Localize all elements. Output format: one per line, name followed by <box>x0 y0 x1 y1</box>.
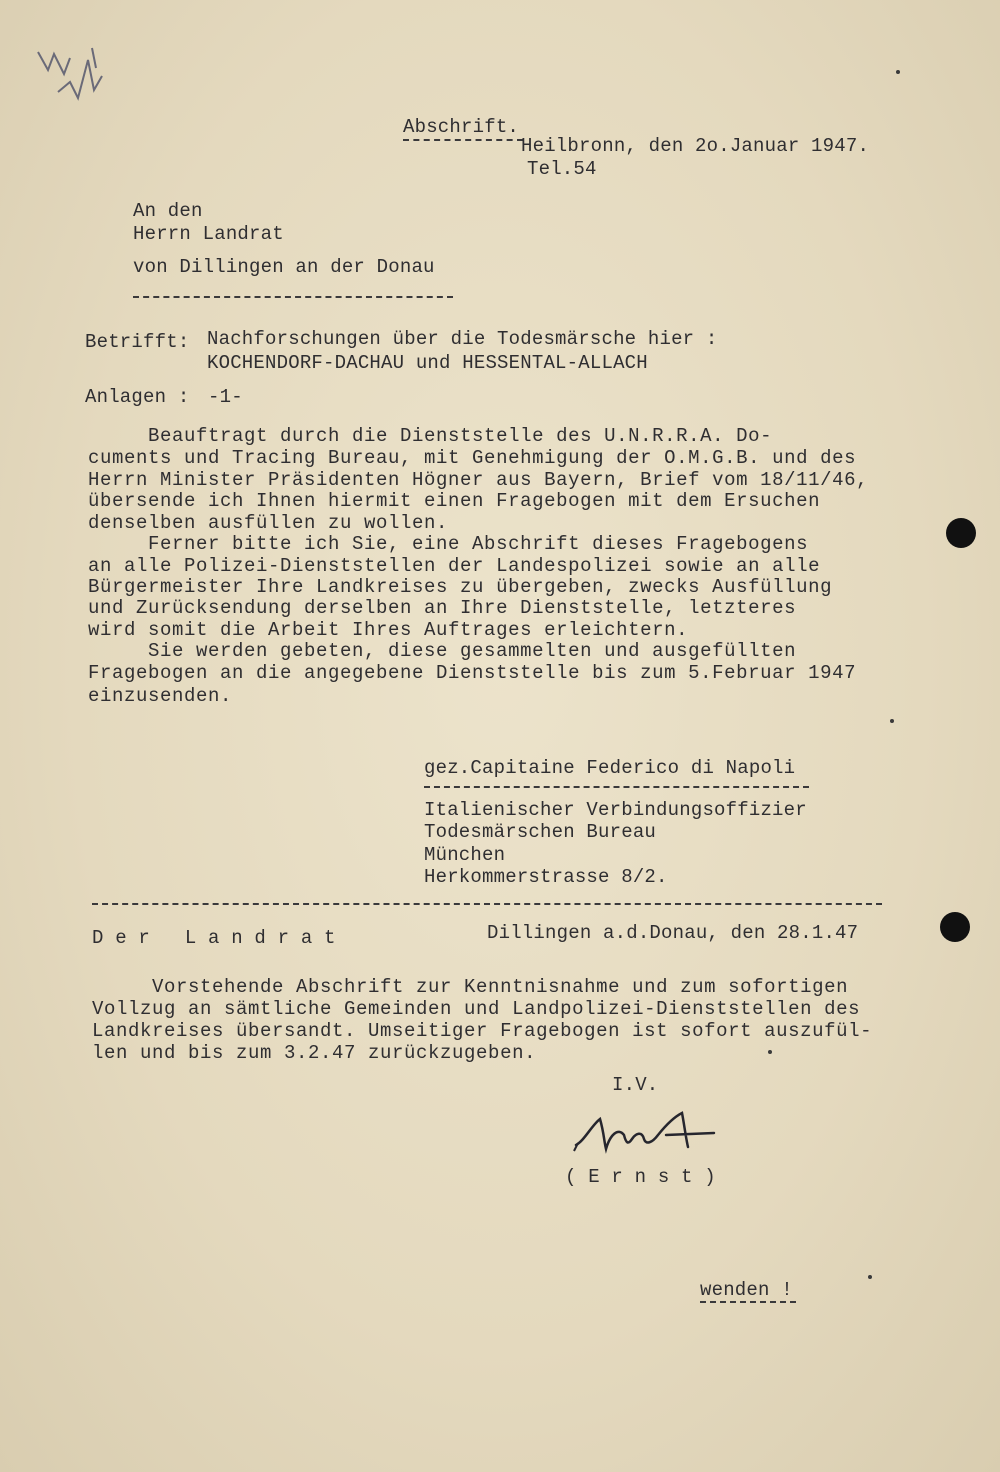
body-line: denselben ausfüllen zu wollen. <box>88 512 449 534</box>
body-line: an alle Polizei-Dienststellen der Landespolizei sowie an alle <box>88 555 821 577</box>
body-line: Herrn Minister Präsidenten Högner aus Bayern, Brief vom 18/11/46, <box>88 469 869 491</box>
section-separator <box>92 903 882 905</box>
recipient-underline <box>133 296 453 298</box>
signatory-name: ( E r n s t ) <box>565 1166 716 1188</box>
body-line: Ferner bitte ich Sie, eine Abschrift dieses Fragebogens <box>88 533 809 555</box>
attachments-value: -1- <box>208 386 243 408</box>
telephone: Tel.54 <box>527 158 597 180</box>
attachments-label: Anlagen : <box>85 386 190 408</box>
signature-line-4: Herkommerstrasse 8/2. <box>424 866 668 888</box>
landrat-title: D e r L a n d r a t <box>92 927 336 949</box>
body-line: und Zurücksendung derselben an Ihre Dienststelle, letzteres <box>88 597 797 619</box>
body-line: cuments und Tracing Bureau, mit Genehmigung der O.M.G.B. und des <box>88 447 857 469</box>
body-line: wird somit die Arbeit Ihres Auftrages erleichtern. <box>88 619 689 641</box>
landrat-line: Landkreises übersandt. Umseitiger Fragebogen ist sofort auszufül- <box>92 1020 873 1042</box>
body-line: Sie werden gebeten, diese gesammelten und ausgefüllten <box>88 640 797 662</box>
copy-label: Abschrift. <box>403 116 520 138</box>
recipient-line-3: von Dillingen an der Donau <box>133 256 435 278</box>
body-line: Bürgermeister Ihre Landkreises zu übergeben, zwecks Ausfüllung <box>88 576 833 598</box>
landrat-place-date: Dillingen a.d.Donau, den 28.1.47 <box>487 922 859 944</box>
paper-speck <box>890 719 894 723</box>
subject-line-2: KOCHENDORF-DACHAU und HESSENTAL-ALLACH <box>207 352 648 374</box>
body-line: übersende ich Ihnen hiermit einen Fragebogen mit dem Ersuchen <box>88 490 821 512</box>
body-line: Beauftragt durch die Dienststelle des U.N.R.R.A. Do- <box>88 425 773 447</box>
signed-underline <box>424 786 809 788</box>
signed-by: gez.Capitaine Federico di Napoli <box>424 757 796 779</box>
recipient-line-2: Herrn Landrat <box>133 223 284 245</box>
landrat-line: Vollzug an sämtliche Gemeinden und Landpolizei-Dienststellen des <box>92 998 861 1020</box>
punch-hole <box>940 912 970 942</box>
turn-over-note: wenden ! <box>700 1279 793 1301</box>
landrat-line: len und bis zum 3.2.47 zurückzugeben. <box>92 1042 537 1064</box>
subject-label: Betrifft: <box>85 331 190 353</box>
body-line: Fragebogen an die angegebene Dienststelle bis zum 5.Februar 1947 <box>88 662 857 684</box>
signature-line-1: Italienischer Verbindungsoffizier <box>424 799 807 821</box>
signature-line-2: Todesmärschen Bureau <box>424 821 657 843</box>
landrat-line: Vorstehende Abschrift zur Kenntnisnahme und zum sofortigen <box>92 976 849 998</box>
paper-speck <box>868 1275 872 1279</box>
paper-speck <box>768 1050 772 1054</box>
copy-label-underline <box>403 139 523 141</box>
place-date: Heilbronn, den 2o.Januar 1947. <box>521 135 870 157</box>
punch-hole <box>946 518 976 548</box>
body-line: einzusenden. <box>88 685 233 707</box>
turn-over-underline <box>700 1301 796 1303</box>
handwritten-initials <box>30 40 120 120</box>
handwritten-signature <box>570 1105 730 1165</box>
paper-speck <box>896 70 900 74</box>
signature-line-3: München <box>424 844 506 866</box>
recipient-line-1: An den <box>133 200 203 222</box>
in-representation: I.V. <box>612 1074 659 1096</box>
subject-line-1: Nachforschungen über die Todesmärsche hier : <box>207 328 718 350</box>
